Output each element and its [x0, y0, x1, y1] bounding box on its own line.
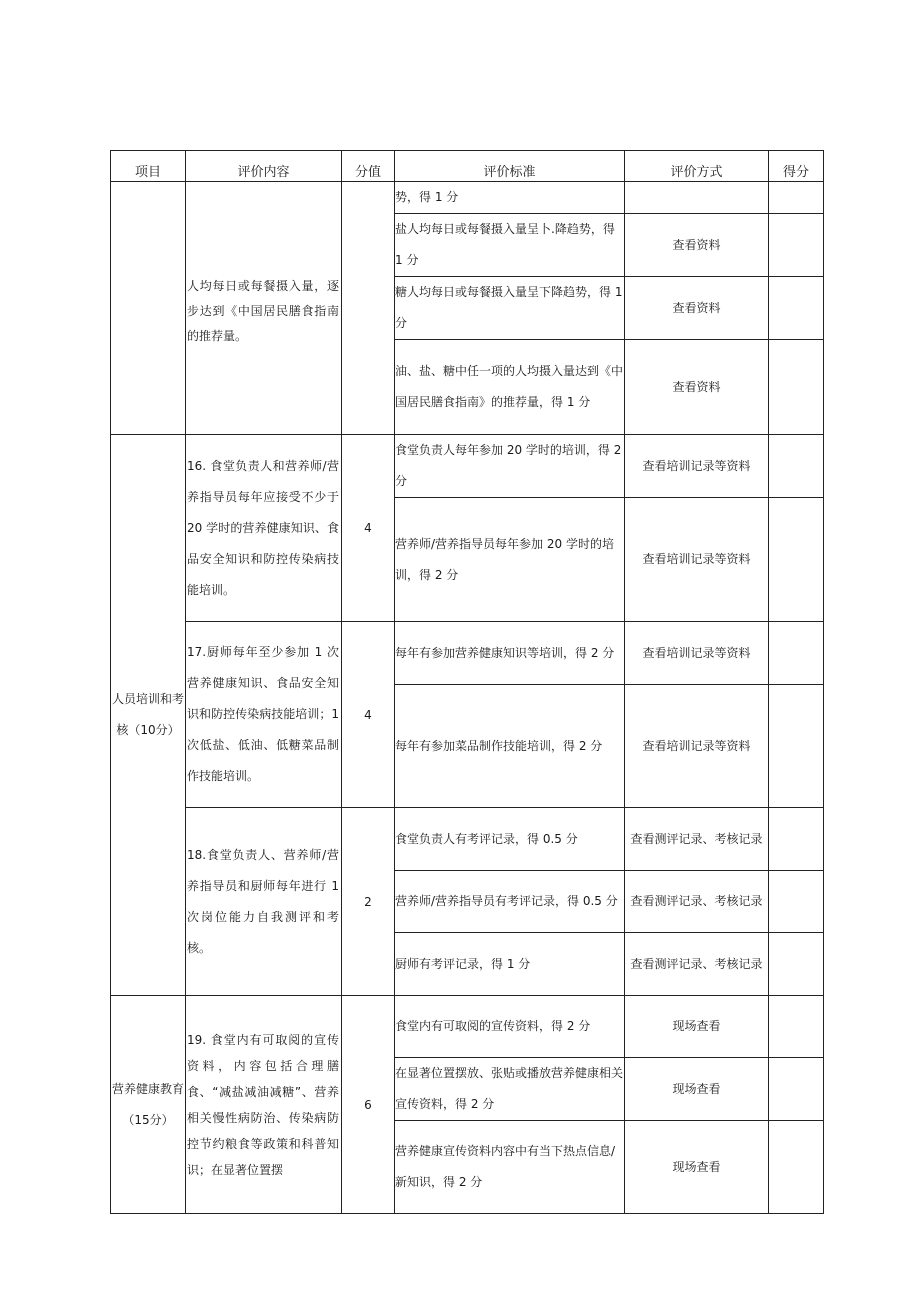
- result-cell[interactable]: [769, 435, 824, 498]
- result-cell[interactable]: [769, 933, 824, 996]
- content-cell: [186, 182, 342, 435]
- result-cell[interactable]: [769, 1121, 824, 1214]
- result-cell[interactable]: [769, 277, 824, 340]
- method-cell: 查看测评记录、考核记录: [625, 933, 769, 996]
- content-text: 19. 食堂内有可取阅的宣传资料，内容包括合理膳食、“减盐减油减糖”、营养相关慢性病防治、传染病防控节约粮食等政策和科普知识；在显著位置摆: [187, 1032, 339, 1177]
- header-row: [111, 151, 824, 182]
- method-cell: 查看测评记录、考核记录: [625, 808, 769, 871]
- result-cell[interactable]: [769, 214, 824, 277]
- standard-cell: 每年有参加菜品制作技能培训，得 2 分: [395, 685, 625, 808]
- standard-cell: 食堂负责人有考评记录，得 0.5 分: [395, 808, 625, 871]
- table-row: [111, 435, 824, 498]
- table-row: [111, 622, 824, 685]
- score-cell: 4: [342, 435, 395, 622]
- method-cell: 现场查看: [625, 1058, 769, 1121]
- standard-cell: 每年有参加营养健康知识等培训，得 2 分: [395, 622, 625, 685]
- standard-cell: 食堂负责人每年参加 20 学时的培训，得 2 分: [395, 435, 625, 498]
- standard-cell: 厨师有考评记录，得 1 分: [395, 933, 625, 996]
- result-cell[interactable]: [769, 1058, 824, 1121]
- header-standard: 评价标准: [395, 151, 625, 182]
- method-cell: 查看培训记录等资料: [625, 622, 769, 685]
- method-cell: 查看培训记录等资料: [625, 435, 769, 498]
- result-cell[interactable]: [769, 340, 824, 435]
- score-cell: [342, 182, 395, 435]
- content-cell: [186, 622, 342, 808]
- content-cell: [186, 435, 342, 622]
- table-row: [111, 808, 824, 871]
- score-cell: 2: [342, 808, 395, 996]
- content-text: 人均每日或每餐摄入量，逐步达到《中国居民膳食指南的推荐量。: [187, 278, 339, 343]
- method-cell: 查看测评记录、考核记录: [625, 871, 769, 933]
- header-method: 评价方式: [625, 151, 769, 182]
- standard-cell: 营养师/营养指导员有考评记录，得 0.5 分: [395, 871, 625, 933]
- standard-cell: 势，得 1 分: [395, 182, 625, 214]
- project-cell: 人员培训和考核（10分）: [111, 435, 186, 996]
- score-cell: 4: [342, 622, 395, 808]
- result-cell[interactable]: [769, 685, 824, 808]
- method-cell: 查看资料: [625, 277, 769, 340]
- result-cell[interactable]: [769, 498, 824, 622]
- standard-cell: 油、盐、糖中任一项的人均摄入量达到《中国居民膳食指南》的推荐量，得 1 分: [395, 340, 625, 435]
- score-cell: 6: [342, 996, 395, 1214]
- content-text: 17.厨师每年至少参加 1 次营养健康知识、食品安全知识和防控传染病技能培训；1 次低盐、低油、低糖菜品制作技能培训。: [187, 645, 339, 783]
- content-text: 16. 食堂负责人和营养师/营养指导员每年应接受不少于 20 学时的营养健康知识、食品安全知识和防控传染病技能培训。: [187, 458, 339, 597]
- method-cell: [625, 182, 769, 214]
- content-text: 18.食堂负责人、营养师/营养指导员和厨师每年进行 1 次岗位能力自我测评和考核。: [187, 847, 339, 955]
- standard-cell: 营养师/营养指导员每年参加 20 学时的培训，得 2 分: [395, 498, 625, 622]
- table-row: [111, 996, 824, 1058]
- result-cell[interactable]: [769, 808, 824, 871]
- method-cell: 查看资料: [625, 340, 769, 435]
- method-cell: 现场查看: [625, 1121, 769, 1214]
- result-cell[interactable]: [769, 996, 824, 1058]
- standard-cell: 盐人均每日或每餐摄入量呈卜.降趋势，得 1 分: [395, 214, 625, 277]
- project-cell: [111, 182, 186, 435]
- evaluation-table: [110, 150, 824, 1214]
- result-cell[interactable]: [769, 871, 824, 933]
- header-score: 分值: [342, 151, 395, 182]
- standard-cell: 在显著位置摆放、张贴或播放营养健康相关宣传资料，得 2 分: [395, 1058, 625, 1121]
- content-cell: [186, 808, 342, 996]
- header-result: 得分: [769, 151, 824, 182]
- method-cell: 查看资料: [625, 214, 769, 277]
- standard-cell: 糖人均每日或每餐摄入量呈下降趋势，得 1 分: [395, 277, 625, 340]
- method-cell: 现场查看: [625, 996, 769, 1058]
- standard-cell: 营养健康宣传资料内容中有当下热点信息/新知识，得 2 分: [395, 1121, 625, 1214]
- project-cell: 营养健康教育（15分）: [111, 996, 186, 1214]
- header-project: 项目: [111, 151, 186, 182]
- content-cell: [186, 996, 342, 1214]
- method-cell: 查看培训记录等资料: [625, 685, 769, 808]
- standard-cell: 食堂内有可取阅的宣传资料，得 2 分: [395, 996, 625, 1058]
- table-row: [111, 182, 824, 214]
- result-cell[interactable]: [769, 622, 824, 685]
- method-cell: 查看培训记录等资料: [625, 498, 769, 622]
- header-content: 评价内容: [186, 151, 342, 182]
- result-cell[interactable]: [769, 182, 824, 214]
